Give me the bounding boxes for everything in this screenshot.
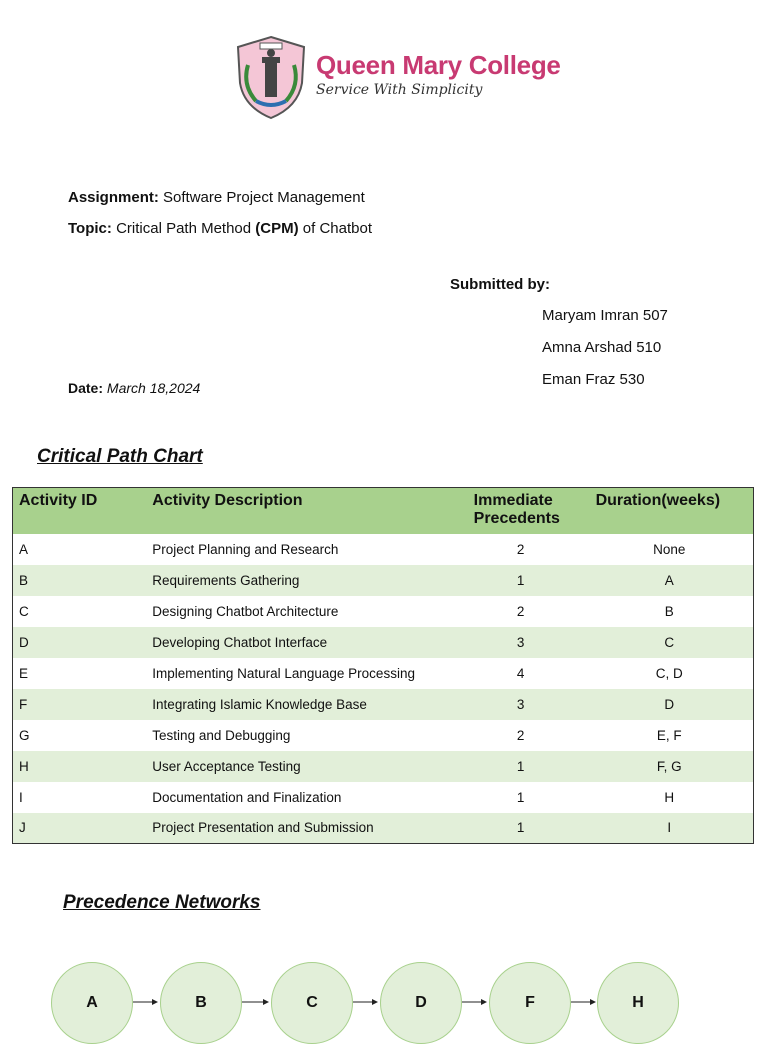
- cell-id: I: [19, 789, 23, 805]
- college-tagline: Service With Simplicity: [316, 82, 483, 98]
- cell-duration: E, F: [656, 727, 682, 743]
- cell-description: Project Presentation and Submission: [146, 813, 455, 844]
- cell-duration: A: [586, 565, 754, 596]
- critical-path-chart-title: Critical Path Chart: [37, 446, 203, 467]
- member-1: Maryam Imran 507: [542, 307, 668, 324]
- cell-precedents: 2: [516, 727, 525, 743]
- cell-id: E: [19, 665, 29, 681]
- cell-id: B: [13, 565, 147, 596]
- cell-precedents: 1: [456, 751, 586, 782]
- cell-description: Project Planning and Research: [152, 541, 339, 557]
- topic-value-before: Critical Path Method: [116, 220, 256, 237]
- cell-description: Documentation and Finalization: [152, 789, 342, 805]
- precedence-networks-title: Precedence Networks: [63, 892, 261, 913]
- col-activity-id: Activity ID: [13, 488, 147, 534]
- cell-id: A: [19, 541, 29, 557]
- cell-description: Implementing Natural Language Processing: [152, 665, 415, 681]
- col-activity-description: Activity Description: [146, 488, 455, 534]
- cell-description: Integrating Islamic Knowledge Base: [146, 689, 455, 720]
- cell-precedents: 3: [456, 689, 586, 720]
- cell-duration: None: [653, 541, 686, 557]
- cell-duration: C: [586, 627, 754, 658]
- cell-id: D: [13, 627, 147, 658]
- cell-precedents: 2: [516, 603, 525, 619]
- cell-id: C: [19, 603, 29, 619]
- date-label: Date:: [68, 380, 104, 396]
- network-node-h: H: [597, 962, 679, 1044]
- cell-duration: D: [586, 689, 754, 720]
- cell-duration: C, D: [655, 665, 683, 681]
- cell-precedents: 3: [456, 627, 586, 658]
- cell-id: F: [13, 689, 147, 720]
- cell-id: G: [19, 727, 30, 743]
- cell-precedents: 1: [456, 813, 586, 844]
- cell-description: User Acceptance Testing: [146, 751, 455, 782]
- cell-description: Developing Chatbot Interface: [146, 627, 455, 658]
- cell-duration: B: [664, 603, 674, 619]
- college-name: Queen Mary College: [316, 50, 561, 80]
- col-duration: Duration(weeks): [586, 488, 754, 534]
- cell-precedents: 2: [516, 541, 525, 557]
- cell-description: Designing Chatbot Architecture: [152, 603, 339, 619]
- member-2: Amna Arshad 510: [542, 339, 662, 356]
- topic-value-bold: (CPM): [255, 220, 299, 237]
- cell-duration: H: [664, 789, 675, 805]
- network-node-b: B: [160, 962, 242, 1044]
- network-node-d: D: [380, 962, 462, 1044]
- cell-duration: F, G: [586, 751, 754, 782]
- network-node-f: F: [489, 962, 571, 1044]
- cell-precedents: 1: [456, 565, 586, 596]
- network-node-c: C: [271, 962, 353, 1044]
- cell-precedents: 4: [516, 665, 525, 681]
- cell-duration: I: [586, 813, 754, 844]
- assignment-label: Assignment:: [68, 189, 159, 206]
- date-value: March 18,2024: [106, 380, 201, 396]
- col-immediate-precedents: Immediate Precedents: [456, 488, 586, 534]
- assignment-value: Software Project Management: [163, 189, 365, 206]
- cell-description: Requirements Gathering: [146, 565, 455, 596]
- topic-value-after: of Chatbot: [298, 220, 373, 237]
- submitted-by-label: Submitted by:: [450, 276, 550, 293]
- cell-id: J: [13, 813, 147, 844]
- member-3: Eman Fraz 530: [542, 371, 645, 388]
- cell-id: H: [13, 751, 147, 782]
- cell-description: Testing and Debugging: [152, 727, 291, 743]
- topic-label: Topic:: [68, 220, 112, 237]
- cell-precedents: 1: [516, 789, 525, 805]
- network-node-a: A: [51, 962, 133, 1044]
